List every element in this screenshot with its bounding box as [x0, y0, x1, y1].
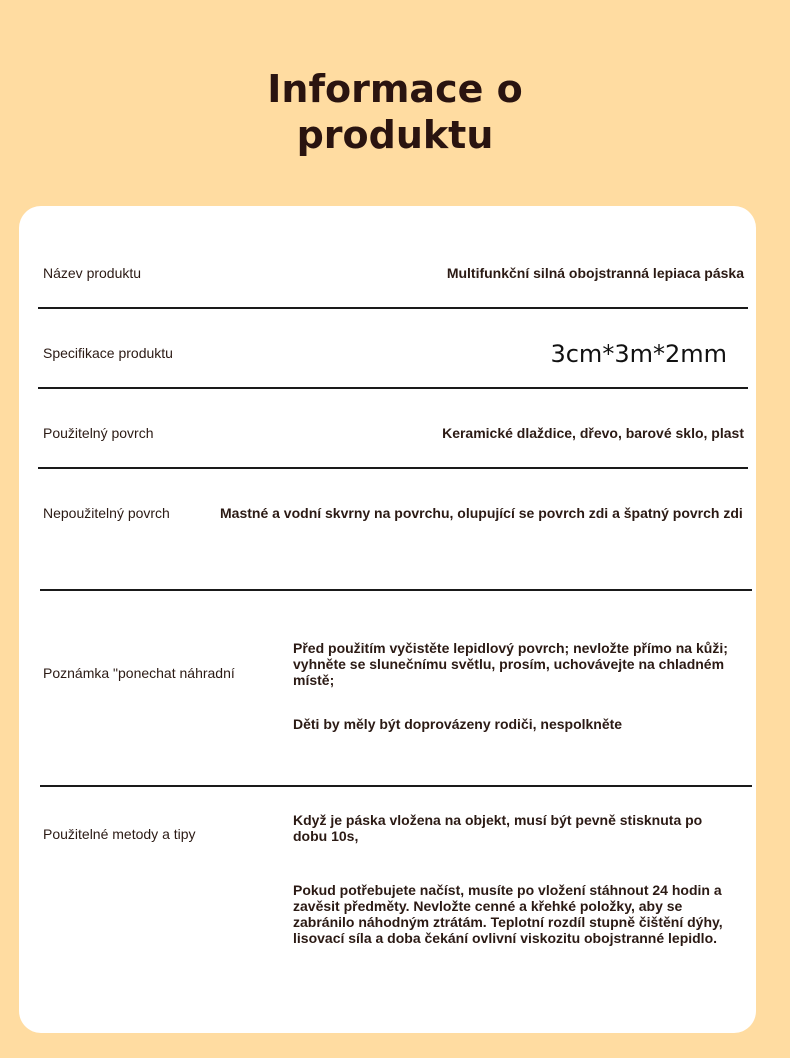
usable-surface-label: Použitelný povrch — [43, 425, 154, 441]
page-title — [0, 66, 790, 158]
usable-surface-value: Keramické dlaždice, dřevo, barové sklo, plast — [442, 425, 744, 441]
page-title-line1: Informace o — [267, 67, 523, 111]
product-spec-value: 3cm*3m*2mm — [550, 340, 727, 368]
row-divider — [40, 785, 752, 787]
unusable-surface-label: Nepoužitelný povrch — [43, 505, 170, 521]
unusable-surface-value: Mastné a vodní skvrny na povrchu, olupující se povrch zdi a špatný povrch zdi — [220, 505, 743, 521]
note-label: Poznámka "ponechat náhradní — [43, 665, 235, 681]
row-divider — [38, 387, 748, 389]
row-divider — [40, 589, 752, 591]
methods-paragraph-2: Pokud potřebujete načíst, musíte po vložení stáhnout 24 hodin a zavěsit předměty. Nevložte cenné a křehké položky, aby se zabránilo náhodným ztrátám. Teplotní rozdíl stupně čištění dýhy, lisovací síla a doba čekání ovlivní viskozitu obojstranné lepidlo. — [293, 882, 723, 946]
page-title-line2: produktu — [296, 113, 494, 157]
methods-paragraph-1: Když je páska vložena na objekt, musí být pevně stisknuta po dobu 10s, — [293, 812, 703, 844]
product-spec-label: Specifikace produktu — [43, 345, 173, 361]
product-name-label: Název produktu — [43, 265, 142, 281]
product-name-value: Multifunkční silná obojstranná lepiaca páska — [446, 265, 744, 281]
row-divider — [38, 467, 748, 469]
note-paragraph-1: Před použitím vyčistěte lepidlový povrch; nevložte přímo na kůži; vyhněte se slunečnímu světlu, prosím, uchovávejte na chladném místě; — [293, 640, 728, 688]
product-info-card — [19, 206, 756, 1033]
note-paragraph-2: Děti by měly být doprovázeny rodiči, nespolkněte — [293, 716, 623, 732]
row-divider — [38, 307, 748, 309]
methods-label: Použitelné metody a tipy — [43, 826, 196, 842]
